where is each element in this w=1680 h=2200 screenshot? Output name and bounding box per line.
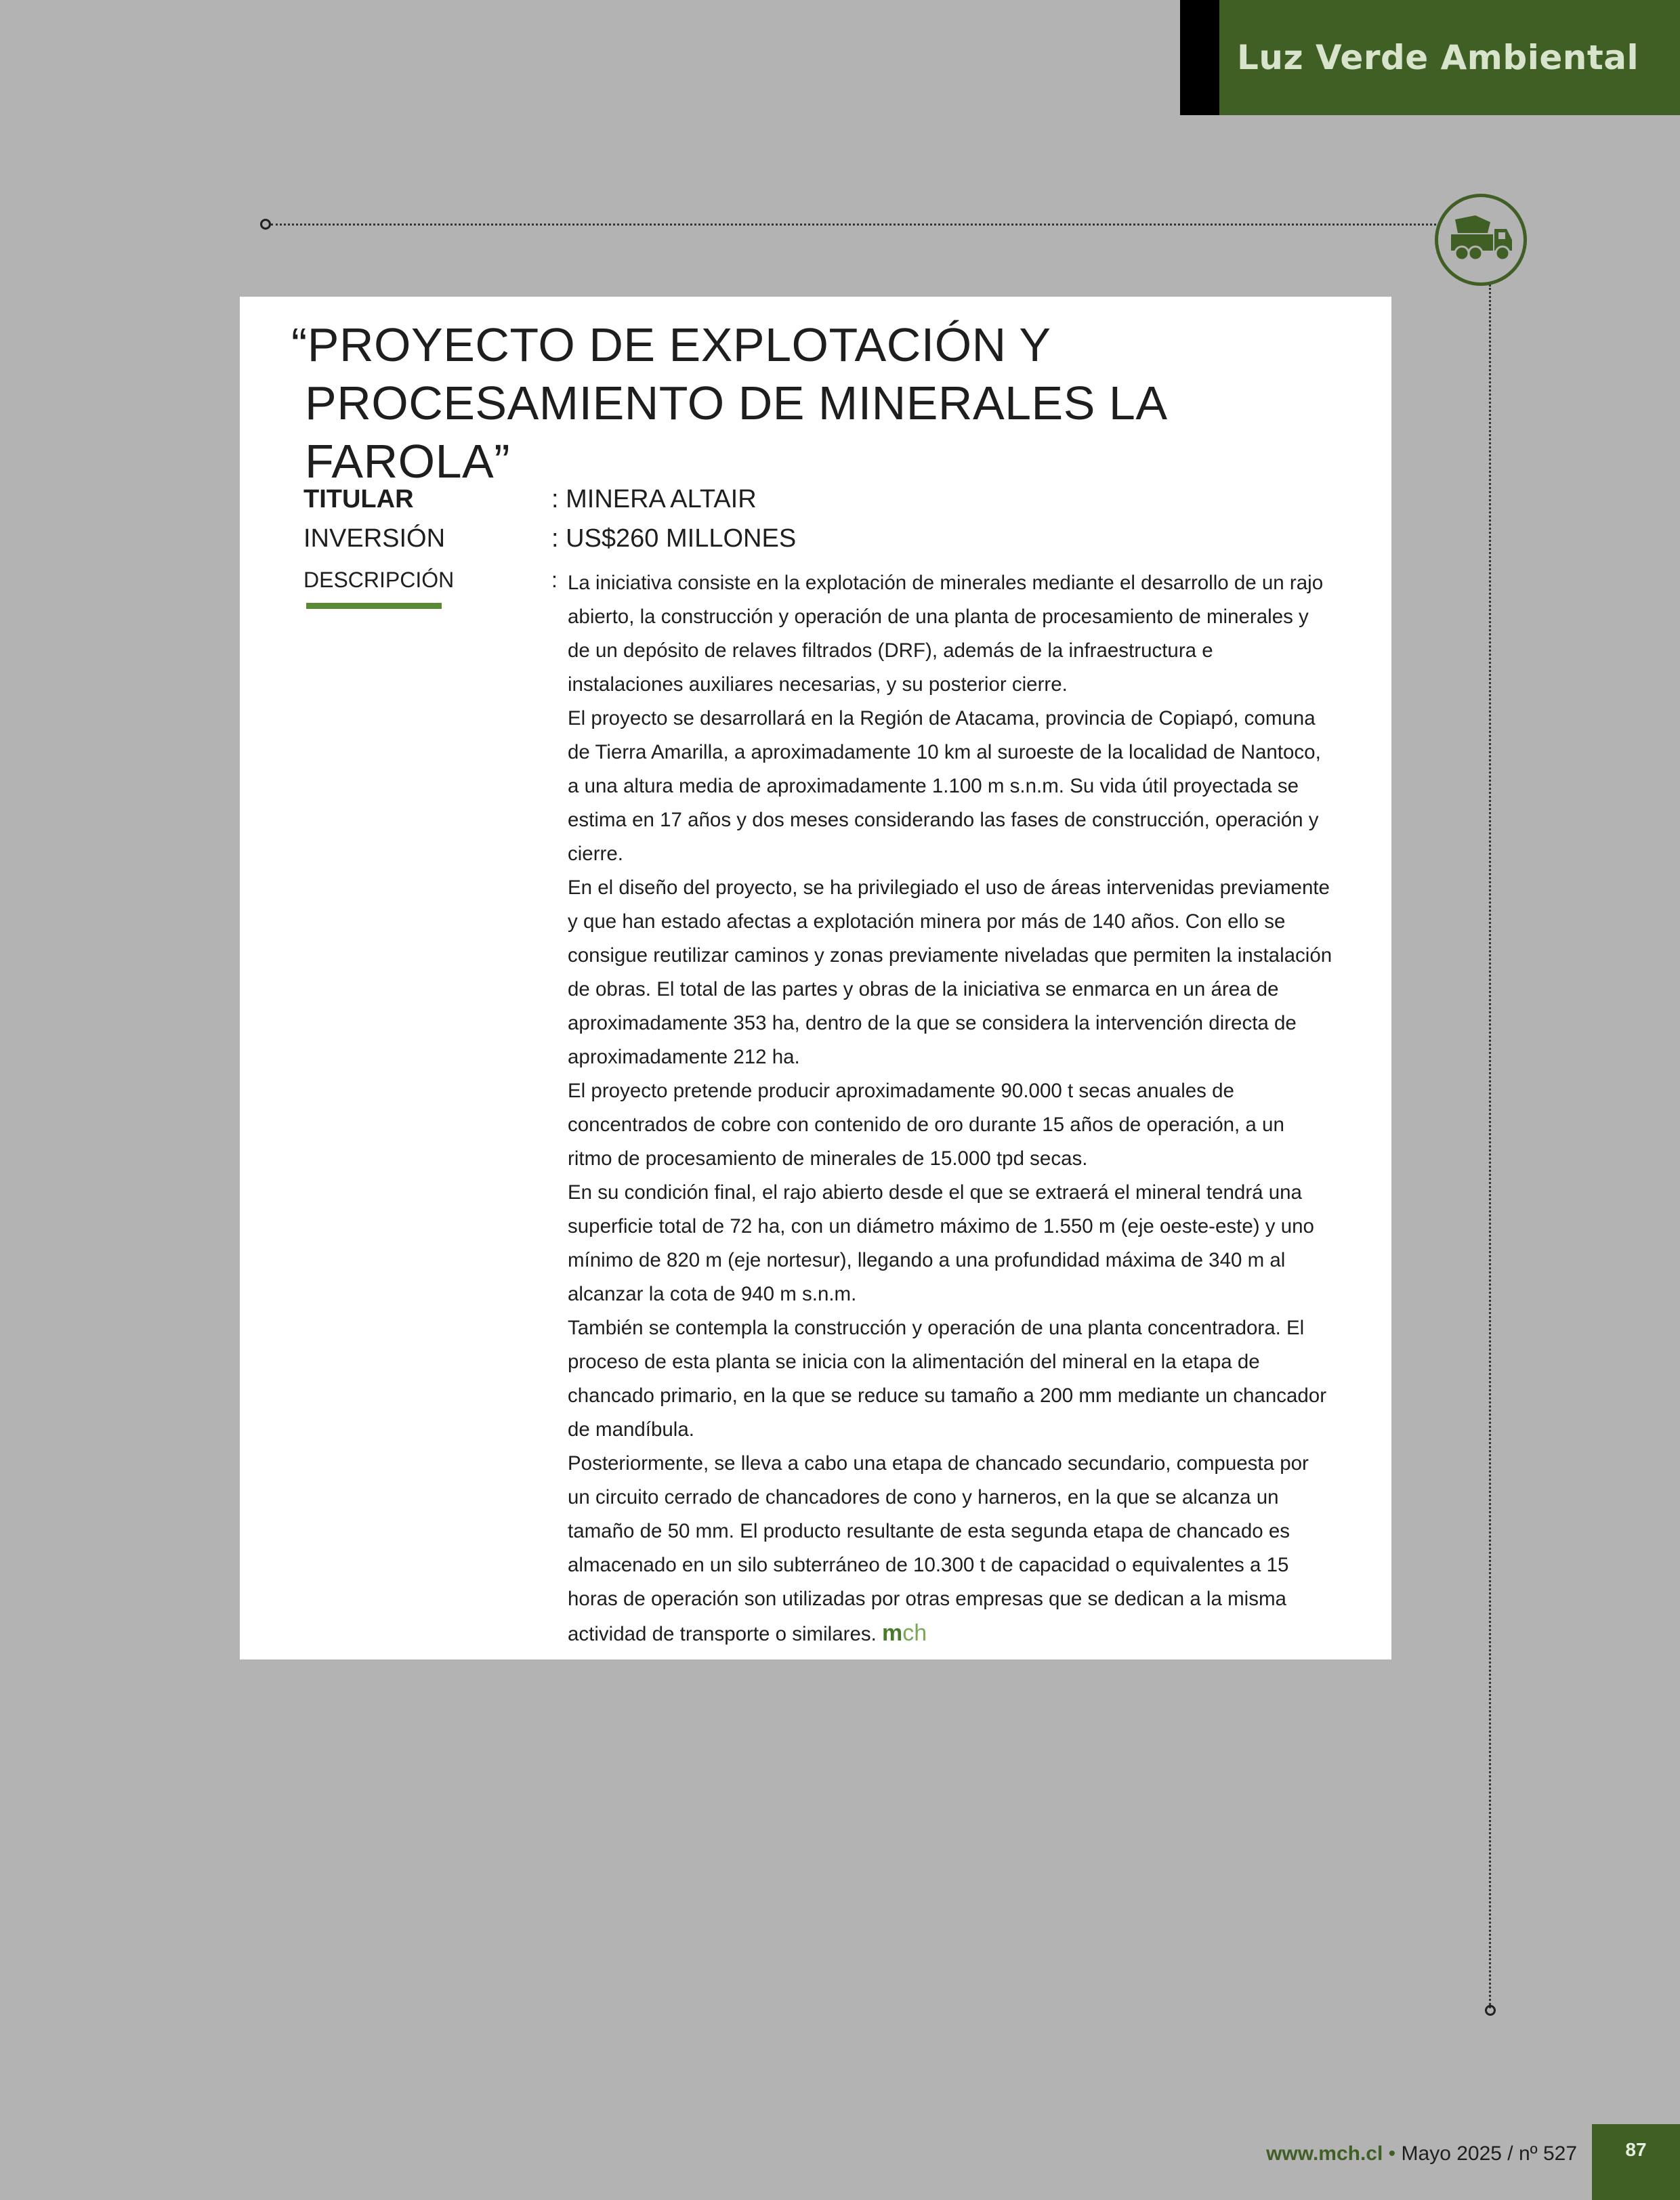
page-footer (1266, 2134, 1577, 2174)
paragraph: En el diseño del proyecto, se ha privilegiado el uso de áreas intervenidas previamente y que han estado afectas a explotación minera por más de 140 años. Con ello se consigue reutilizar caminos y zonas previamente niveladas que permiten la instalación de obras. El total de las partes y obras de la iniciativa se enmarca en un área de aproximadamente 353 ha, dentro de la que se considera la intervención directa de aproximadamente 212 ha. (568, 876, 1332, 1068)
descripcion-label: DESCRIPCIÓN (303, 568, 455, 592)
article-title (291, 316, 1348, 490)
mch-logo-ch: ch (902, 1620, 927, 1646)
titular-value: : MINERA ALTAIR (551, 485, 757, 513)
paragraph: El proyecto se desarrollará en la Región de Atacama, provincia de Copiapó, comuna de Tierra Amarilla, a aproximadamente 10 km al suroeste de la localidad de Nantoco, a una altura media de aproximadamente 1.100 m s.n.m. Su vida útil proyectada se estima en 17 años y dos meses considerando las fases de construcción, operación y cierre. (568, 707, 1321, 865)
guide-endpoint-bottom (1485, 2005, 1496, 2016)
titular-label: TITULAR (303, 485, 414, 513)
footer-site-link[interactable]: www.mch.cl (1266, 2142, 1383, 2165)
dotted-guide-vertical (1489, 284, 1491, 2008)
truck-badge (1435, 194, 1527, 286)
descripcion-body (568, 566, 1333, 1651)
footer-issue: Mayo 2025 / nº 527 (1401, 2142, 1577, 2165)
section-tab (1180, 0, 1680, 115)
inversion-value: : US$260 MILLONES (551, 524, 797, 553)
dotted-guide-horizontal (271, 224, 1436, 226)
title-line-1: “PROYECTO DE EXPLOTACIÓN Y (291, 318, 1051, 371)
title-line-2: PROCESAMIENTO DE MINERALES LA FAROLA” (305, 377, 1165, 488)
last-paragraph (568, 1447, 1333, 1651)
section-title: Luz Verde Ambiental (1219, 0, 1680, 115)
paragraph: El proyecto pretende producir aproximadamente 90.000 t secas anuales de concentrados de cobre con contenido de oro durante 15 años de operación, a un ritmo de procesamiento de minerales de 15.000 tpd secas. (568, 1080, 1284, 1170)
page-number: 87 (1592, 2124, 1680, 2200)
truck-icon (1446, 213, 1516, 267)
mch-end-logo (882, 1620, 927, 1646)
mch-logo-m: m (882, 1620, 903, 1646)
paragraph: La iniciativa consiste en la explotación de minerales mediante el desarrollo de un rajo abierto, la construcción y operación de una planta de procesamiento de minerales y de un depósito de relaves filtrados (DRF), además de la infraestructura e instalaciones auxiliares necesarias, y su posterior cierre. (568, 572, 1324, 696)
inversion-label: INVERSIÓN (303, 524, 446, 553)
descripcion-colon: : (551, 568, 558, 592)
paragraph: También se contempla la construcción y operación de una planta concentradora. El proceso de esta planta se inicia con la alimentación del mineral en la etapa de chancado primario, en la que se reduce su tamaño a 200 mm mediante un chancador de mandíbula. (568, 1317, 1327, 1441)
article-card (240, 297, 1391, 1659)
footer-separator: • (1388, 2142, 1396, 2165)
descripcion-underline (306, 603, 442, 609)
section-tab-black-bar (1180, 0, 1219, 115)
paragraph: En su condición final, el rajo abierto desde el que se extraerá el mineral tendrá una superficie total de 72 ha, con un diámetro máximo de 1.550 m (eje oeste-este) y uno mínimo de 820 m (eje nortesur), llegando a una profundidad máxima de 340 m al alcanzar la cota de 940 m s.n.m. (568, 1181, 1314, 1305)
guide-endpoint-top (260, 219, 271, 230)
last-paragraph-text: Posteriormente, se lleva a cabo una etapa de chancado secundario, compuesta por un circuito cerrado de chancadores de cono y harneros, en la que se alcanza un tamaño de 50 mm. El producto resultante de esta segunda etapa de chancado es almacenado en un silo subterráneo de 10.300 t de capacidad o equivalentes a 15 horas de operación son utilizadas por otras empresas que se dedican a la misma actividad de transporte o similares. (568, 1452, 1309, 1645)
